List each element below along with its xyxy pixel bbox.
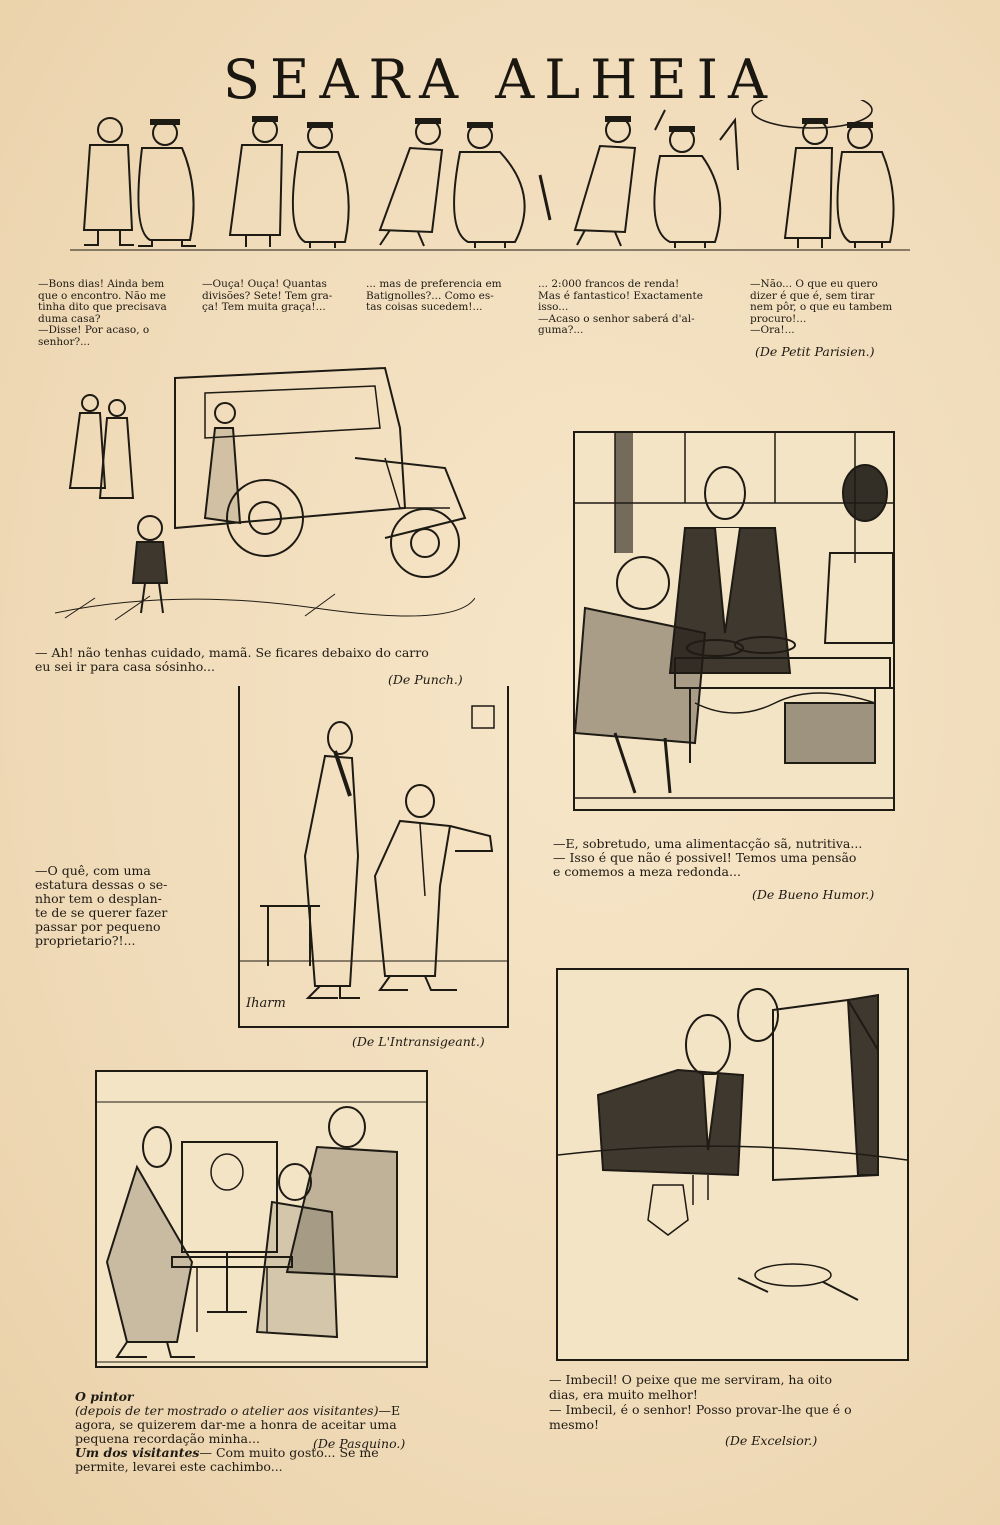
strip-text-panel-4: ... 2:000 francos de renda! Mas é fantastico! Exactamente isso... —Acaso o senhor saberá d'al- guma?...	[538, 278, 703, 336]
fish-cartoon-frame	[556, 968, 909, 1361]
dining-cartoon-caption: —E, sobretudo, uma alimentacção sã, nutritiva... — Isso é que não é possivel! Temos uma pensão e comemos a meza redonda...	[553, 836, 863, 879]
atelier-cartoon-illustration	[97, 1072, 426, 1366]
atelier-cartoon-source: (De Pasquino.)	[313, 1436, 406, 1451]
dining-cartoon-source: (De Bueno Humor.)	[752, 887, 875, 902]
atelier-stage-direction: (depois de ter mostrado o atelier aos visitantes)	[75, 1403, 379, 1418]
page-title: SEARA ALHEIA	[223, 48, 777, 111]
strip-text-panel-3: ... mas de preferencia em Batignolles?... Como es- tas coisas sucedem!...	[366, 278, 502, 313]
car-cartoon-source: (De Punch.)	[388, 672, 463, 687]
atelier-cartoon-caption	[75, 1376, 435, 1474]
stature-cartoon-frame	[238, 686, 509, 1028]
comic-strip-drawings	[70, 100, 910, 265]
fish-cartoon-illustration	[558, 970, 907, 1359]
atelier-line-1: —E agora, se quizerem dar-me a honra de aceitar uma pequena recordação minha...	[75, 1403, 401, 1446]
strip-text-panel-5: —Não... O que eu quero dizer é que é, sem tirar nem pôr, o que eu tambem procuro!... —Ora!...	[750, 278, 893, 336]
atelier-speaker-2: Um dos visitantes	[75, 1445, 200, 1460]
strip-text-panel-1: —Bons dias! Ainda bem que o encontro. Não me tinha dito que precisava duma casa? —Disse! Por acaso, o senhor?...	[38, 278, 167, 348]
stature-cartoon-source: (De L'Intransigeant.)	[352, 1034, 485, 1049]
fish-cartoon-source: (De Excelsior.)	[725, 1433, 818, 1448]
strip-text-panel-2: —Ouça! Ouça! Quantas divisões? Sete! Tem gra- ça! Tem muita graça!...	[202, 278, 333, 313]
stature-cartoon-caption: —O quê, com uma estatura dessas o se- nhor tem o desplan- te de se querer fazer passar por pequeno proprietario?!...	[35, 863, 168, 948]
atelier-line-2: — Com muito gosto... Se me permite, levarei este cachimbo...	[75, 1445, 379, 1474]
comic-strip-illustration	[70, 100, 910, 265]
dining-cartoon-frame	[573, 431, 895, 811]
atelier-speaker-1: O pintor	[75, 1389, 134, 1404]
strip-source: (De Petit Parisien.)	[755, 344, 875, 359]
car-cartoon-illustration	[55, 358, 475, 630]
fish-cartoon-caption: — Imbecil! O peixe que me serviram, ha oito dias, era muito melhor! — Imbecil, é o senhor! Posso provar-lhe que é o mesmo!	[549, 1372, 852, 1432]
car-cartoon-caption: — Ah! não tenhas cuidado, mamã. Se ficares debaixo do carro eu sei ir para casa sósinho...	[35, 645, 429, 674]
dining-cartoon-illustration	[575, 433, 893, 809]
stature-cartoon-illustration	[240, 686, 507, 1026]
stature-cartoon-signature: Iharm	[246, 996, 286, 1011]
atelier-cartoon-frame	[95, 1070, 428, 1368]
